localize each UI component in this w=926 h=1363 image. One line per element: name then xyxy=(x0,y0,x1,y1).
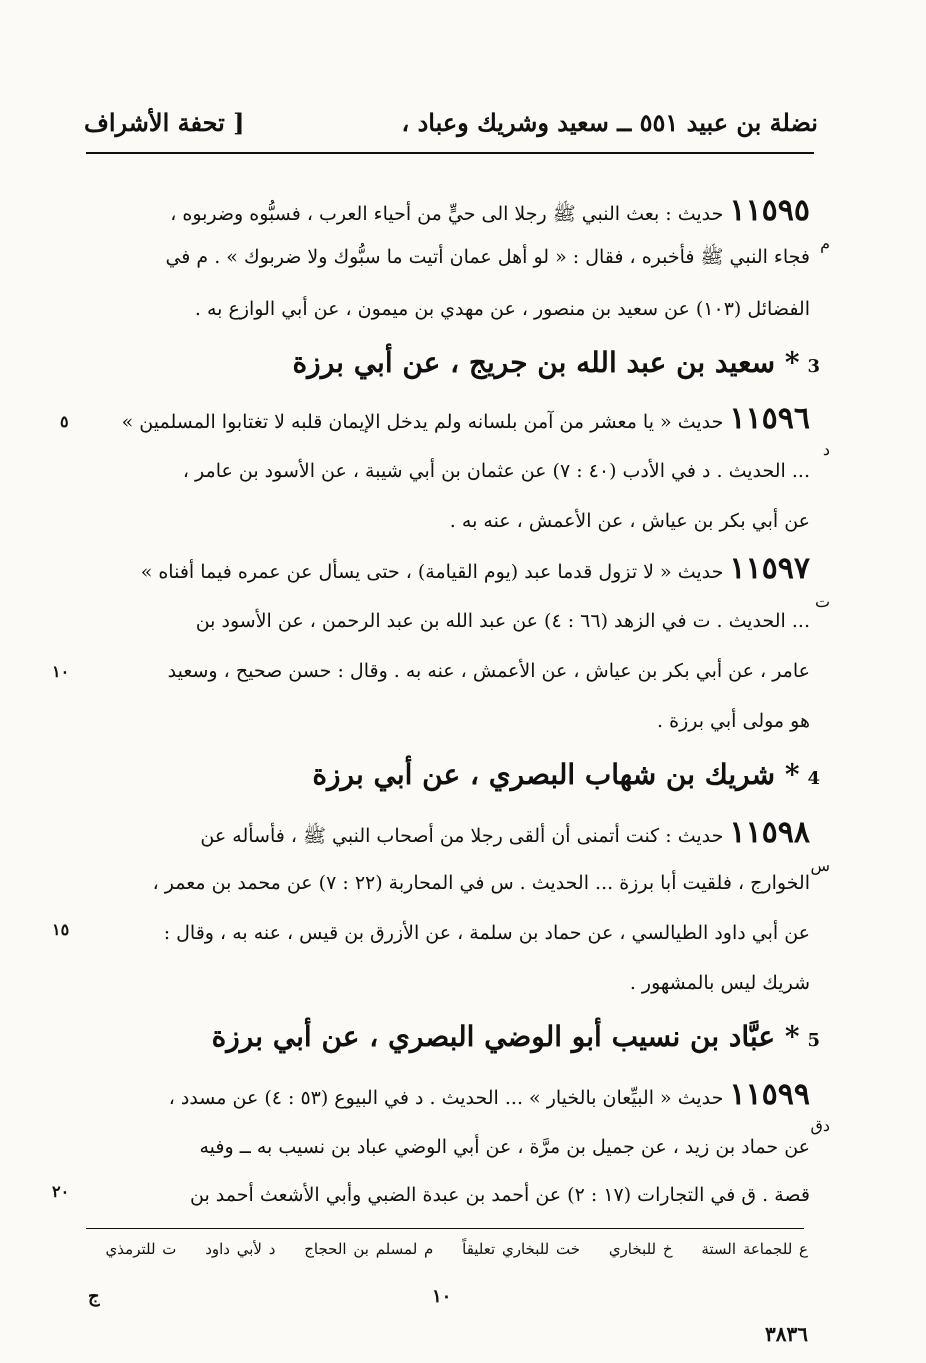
hadith-11596-line-1 xyxy=(121,401,810,437)
source-siglum: دق xyxy=(810,1116,830,1135)
hadith-number: ١١٥٩٦ xyxy=(729,401,810,436)
hadith-11595-line-3: الفضائل (١٠٣) عن سعيد بن منصور ، عن مهدي بن ميمون ، عن أبي الوازع به . xyxy=(194,298,810,320)
hadith-11596-line-2: ... الحديث . د في الأدب (٤٠ : ٧) عن عثمان بن أبي شيبة ، عن الأسود بن عامر ، xyxy=(182,460,810,482)
legend-item: م لمسلم بن الحجاج xyxy=(304,1240,434,1258)
margin-line-number: ١٠ xyxy=(52,662,70,681)
section-title: عبَّاد بن نسيب أبو الوضي البصري ، عن أبي برزة xyxy=(211,1020,776,1053)
hadith-11597-line-4: هو مولى أبي برزة . xyxy=(657,710,810,732)
margin-line-number: ١٥ xyxy=(52,920,70,939)
hadith-number: ١١٥٩٨ xyxy=(729,815,810,850)
hadith-11598-line-1 xyxy=(200,815,810,851)
hadith-text: حديث : بعث النبي ﷺ رجلا الى حيٍّ من أحياء العرب ، فسبُّوه وضربوه ، xyxy=(170,203,724,225)
hadith-11598-line-4: شريك ليس بالمشهور . xyxy=(629,972,810,994)
hadith-11597-line-1 xyxy=(140,551,810,587)
legend-item: ت للترمذي xyxy=(105,1240,177,1258)
hadith-number: ١١٥٩٩ xyxy=(729,1077,810,1112)
sheet-number: ١٠ xyxy=(432,1286,452,1307)
hadith-11598-line-3: عن أبي داود الطيالسي ، عن حماد بن سلمة ، عن الأزرق بن قيس ، عنه به ، وقال : xyxy=(163,922,810,944)
running-header-title: نضلة بن عبيد ٥٥١ ــ سعيد وشريك وعباد ، xyxy=(401,108,818,137)
legend-item: خ للبخاري xyxy=(608,1240,673,1258)
source-siglum: ت xyxy=(814,592,830,611)
section-title: شريك بن شهاب البصري ، عن أبي برزة xyxy=(312,758,776,791)
hadith-11597-line-3: عامر ، عن أبي بكر بن عياش ، عن الأعمش ، عنه به . وقال : حسن صحيح ، وسعيد xyxy=(167,660,810,682)
page-number: ٣٨٣٦ xyxy=(765,1322,808,1346)
margin-line-number: ٥ xyxy=(60,412,69,431)
section-heading-3 xyxy=(293,346,820,379)
hadith-text: حديث « لا تزول قدما عبد (يوم القيامة) ، حتى يسأل عن عمره فيما أفناه » xyxy=(140,561,724,583)
hadith-11599-line-1 xyxy=(168,1077,810,1113)
header-rule xyxy=(86,152,814,154)
legend-item: خت للبخاري تعليقاً xyxy=(462,1240,581,1258)
hadith-number: ١١٥٩٧ xyxy=(729,551,810,586)
hadith-11599-line-3: قصة . ق في التجارات (١٧ : ٢) عن أحمد بن عبدة الضبي وأبي الأشعث أحمد بن xyxy=(190,1184,810,1206)
hadith-text: حديث : كنت أتمنى أن ألقى رجلا من أصحاب النبي ﷺ ، فأسأله عن xyxy=(200,825,724,847)
source-siglum: م xyxy=(820,234,830,253)
section-heading-5 xyxy=(212,1020,820,1053)
section-star: * xyxy=(784,346,800,379)
margin-line-number: ٢٠ xyxy=(52,1182,70,1201)
hadith-11595-line-1 xyxy=(170,193,810,229)
hadith-text: حديث « يا معشر من آمن بلسانه ولم يدخل الإيمان قلبه لا تغتابوا المسلمين » xyxy=(121,411,724,433)
section-title: سعيد بن عبد الله بن جريج ، عن أبي برزة xyxy=(292,346,776,379)
hadith-11596-line-3: عن أبي بكر بن عياش ، عن الأعمش ، عنه به . xyxy=(449,510,810,532)
section-number: 3 xyxy=(807,356,820,377)
hadith-text: حديث « البيِّعان بالخيار » ... الحديث . د في البيوع (٥٣ : ٤) عن مسدد ، xyxy=(168,1087,724,1109)
sigla-legend xyxy=(84,1240,808,1258)
legend-item: ع للجماعة الستة xyxy=(701,1240,808,1258)
legend-item: د لأبي داود xyxy=(205,1240,276,1258)
section-number: 5 xyxy=(807,1030,820,1051)
hadith-11595-line-2: فجاء النبي ﷺ فأخبره ، فقال : « لو أهل عمان أتيت ما سبُّوك ولا ضربوك » . م في xyxy=(165,246,810,268)
hadith-11599-line-2: عن حماد بن زيد ، عن جميل بن مرَّة ، عن أبي الوضي عباد بن نسيب به ــ وفيه xyxy=(199,1136,810,1158)
source-siglum: س xyxy=(810,856,830,875)
printer-signature: ج xyxy=(88,1286,100,1307)
hadith-11597-line-2: ... الحديث . ت في الزهد (٦٦ : ٤) عن عبد الله بن عبد الرحمن ، عن الأسود بن xyxy=(195,610,810,632)
source-siglum: د xyxy=(822,440,830,459)
section-number: 4 xyxy=(807,768,820,789)
footer-rule xyxy=(86,1228,804,1229)
section-star: * xyxy=(784,1020,800,1053)
section-star: * xyxy=(784,758,800,791)
hadith-11598-line-2: الخوارج ، فلقيت أبا برزة ... الحديث . س في المحاربة (٢٢ : ٧) عن محمد بن معمر ، xyxy=(152,872,810,894)
running-header-book: [ تحفة الأشراف xyxy=(84,108,245,137)
hadith-number: ١١٥٩٥ xyxy=(729,193,810,228)
section-heading-4 xyxy=(312,758,820,791)
